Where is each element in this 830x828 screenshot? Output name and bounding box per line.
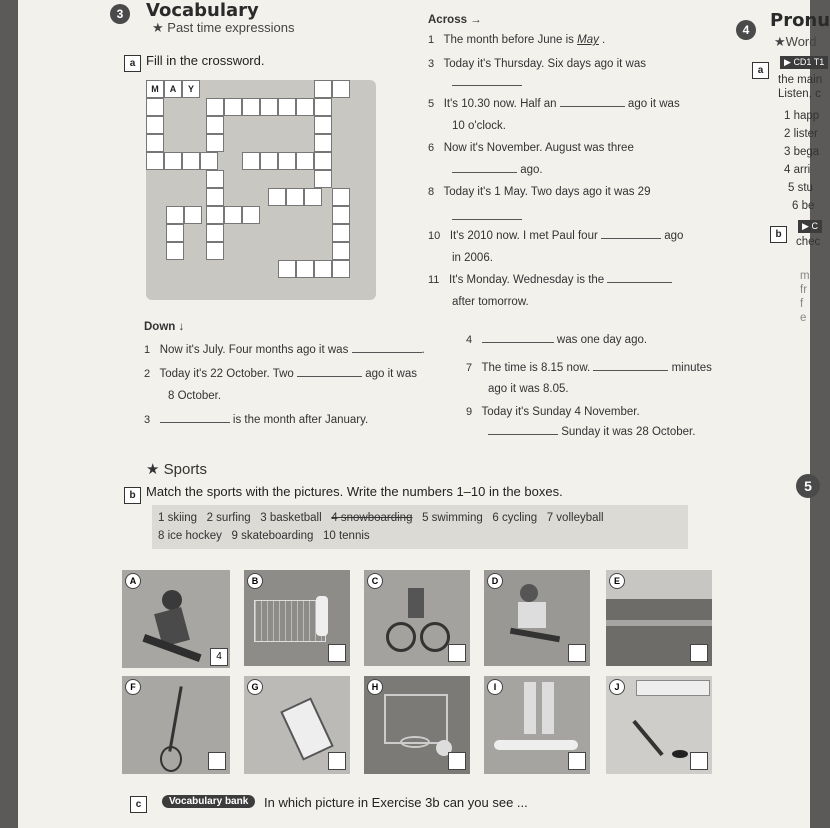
across-clue: 8 Today it's 1 May. Two days ago it was 29	[428, 186, 651, 198]
down-clue: 4 was one day ago.	[466, 334, 648, 346]
crossword-cell[interactable]	[166, 224, 184, 242]
crossword-cell[interactable]	[314, 152, 332, 170]
crossword-cell[interactable]	[206, 170, 224, 188]
play-icon: ▶	[802, 221, 809, 231]
across-clue-continued: 10 o'clock.	[452, 120, 506, 132]
section4-item: 5 stu	[788, 182, 813, 194]
crossword-cell[interactable]	[146, 116, 164, 134]
section-number: 3	[110, 4, 130, 24]
crossword-cell[interactable]	[224, 98, 242, 116]
section4-subheading: ★Word	[774, 34, 817, 49]
down-clue-continued: ago it was 8.05.	[488, 383, 569, 395]
crossword-cell[interactable]	[206, 134, 224, 152]
picture-label: A	[125, 573, 141, 589]
section4-fragment: f	[800, 298, 804, 310]
sports-words-line1: 1 skiing 2 surfing 3 basketball 4 snowboarding 5 swimming 6 cycling 7 volleyball	[158, 512, 604, 524]
crossword-cell[interactable]	[200, 152, 218, 170]
picture-label: D	[487, 573, 503, 589]
section4-part-b-text: chec	[796, 236, 821, 248]
part-a-letter: a	[124, 55, 141, 72]
answer-blank[interactable]	[160, 422, 230, 423]
sports-picture	[244, 570, 350, 666]
answer-blank[interactable]	[560, 106, 625, 107]
across-clue-continued: ago.	[452, 164, 543, 176]
sports-picture	[364, 676, 470, 774]
answer-box[interactable]	[208, 752, 226, 770]
answer-blank[interactable]	[593, 370, 668, 371]
section4-title: Pronu	[770, 10, 830, 31]
crossword-cell[interactable]	[268, 188, 286, 206]
answer-blank[interactable]	[482, 342, 554, 343]
section4-line: Listen, c	[778, 88, 821, 100]
picture-label: B	[247, 573, 263, 589]
crossword-cell[interactable]	[296, 152, 314, 170]
cd-track-label: ▶ CD1 T1	[780, 56, 828, 69]
across-label: Across →	[428, 14, 482, 26]
crossword-cell[interactable]	[224, 206, 242, 224]
answer-blank[interactable]	[452, 172, 517, 173]
crossword-cell[interactable]	[206, 98, 224, 116]
crossword-cell[interactable]	[314, 80, 332, 98]
sports-picture	[122, 676, 230, 774]
answer-box[interactable]: 4	[210, 648, 228, 666]
sports-picture	[606, 570, 712, 666]
answer-blank[interactable]	[352, 352, 422, 353]
answer-blank[interactable]	[452, 85, 522, 86]
down-clue: 9 Today it's Sunday 4 November.	[466, 406, 640, 418]
section4-line: the main	[778, 74, 823, 86]
crossword-cell[interactable]	[206, 206, 224, 224]
crossword-cell[interactable]	[332, 224, 350, 242]
answer-blank[interactable]	[607, 282, 672, 283]
answer-box[interactable]	[568, 644, 586, 662]
crossword-cell[interactable]	[304, 188, 322, 206]
answer-box[interactable]	[690, 752, 708, 770]
answer-box[interactable]	[568, 752, 586, 770]
crossword-cell[interactable]	[286, 188, 304, 206]
crossword-cell[interactable]	[278, 260, 296, 278]
section4-item: 2 lister	[784, 128, 818, 140]
down-clue-continued: 8 October.	[168, 390, 222, 402]
crossword-cell[interactable]	[332, 80, 350, 98]
crossword-cell[interactable]	[332, 260, 350, 278]
down-clue: 2 Today it's 22 October. Two ago it was	[144, 368, 418, 380]
crossword-cell[interactable]	[332, 188, 350, 206]
down-label: Down ↓	[144, 321, 185, 333]
crossword-cell[interactable]	[314, 260, 332, 278]
section4-part-a-letter: a	[752, 62, 769, 79]
crossword-cell[interactable]	[206, 242, 224, 260]
sports-picture	[244, 676, 350, 774]
sports-picture	[484, 570, 590, 666]
picture-label: E	[609, 573, 625, 589]
crossword-cell[interactable]	[206, 224, 224, 242]
sports-words-line2: 8 ice hockey 9 skateboarding 10 tennis	[158, 530, 370, 542]
across-clue-continued: after tomorrow.	[452, 296, 529, 308]
down-clue: 3 is the month after January.	[144, 414, 369, 426]
part-a-instruction: Fill in the crossword.	[146, 53, 265, 68]
picture-label: F	[125, 679, 141, 695]
crossword-cell[interactable]	[314, 134, 332, 152]
section4-fragment: m	[800, 270, 810, 282]
sports-picture	[122, 570, 230, 668]
sports-picture	[606, 676, 712, 774]
vocabulary-bank-badge: Vocabulary bank	[162, 795, 255, 808]
workbook-page	[18, 0, 830, 828]
sports-picture	[364, 570, 470, 666]
part-b-instruction: Match the sports with the pictures. Write the numbers 1–10 in the boxes.	[146, 484, 563, 499]
crossword-cell[interactable]	[314, 116, 332, 134]
picture-label: G	[247, 679, 263, 695]
star-icon: ★	[152, 20, 164, 35]
crossword-cell[interactable]	[296, 98, 314, 116]
crossword-cell[interactable]	[182, 152, 200, 170]
section4-fragment: e	[800, 312, 807, 324]
across-clue: 10 It's 2010 now. I met Paul four ago	[428, 230, 684, 242]
crossword-cell[interactable]	[278, 98, 296, 116]
crossword-cell[interactable]	[242, 152, 260, 170]
across-clue: 3 Today it's Thursday. Six days ago it was	[428, 58, 646, 70]
across-clue: 11 It's Monday. Wednesday is the	[428, 274, 672, 286]
across-clue: 6 Now it's November. August was three	[428, 142, 634, 154]
crossword-cell[interactable]	[146, 134, 164, 152]
picture-label: C	[367, 573, 383, 589]
sports-heading: ★ Sports	[146, 461, 207, 478]
crossword-cell[interactable]	[260, 152, 278, 170]
down-clue: 1 Now it's July. Four months ago it was .	[144, 344, 425, 356]
section4-item: 4 arri	[784, 164, 811, 176]
answer-box[interactable]	[448, 644, 466, 662]
star-icon: ★	[146, 461, 160, 478]
section4-item: 3 bega	[784, 146, 820, 158]
crossword-cell[interactable]	[146, 98, 164, 116]
crossword-cell[interactable]	[206, 116, 224, 134]
sports-picture	[484, 676, 590, 774]
section4-item: 1 happ	[784, 110, 820, 122]
part-b-letter: b	[124, 487, 141, 504]
part-c-instruction: In which picture in Exercise 3b can you see ...	[264, 795, 528, 810]
crossword-cell[interactable]	[260, 98, 278, 116]
answer-box[interactable]	[328, 752, 346, 770]
crossword-cell[interactable]	[332, 242, 350, 260]
section4-item: 6 be	[792, 200, 815, 212]
answer-blank[interactable]	[488, 434, 558, 435]
picture-label: H	[367, 679, 383, 695]
crossword-cell[interactable]	[206, 188, 224, 206]
crossword-cell[interactable]	[296, 260, 314, 278]
answer-box[interactable]	[690, 644, 708, 662]
play-icon: ▶	[784, 57, 791, 67]
crossword-cell[interactable]	[332, 206, 350, 224]
crossword-cell[interactable]: M	[146, 80, 164, 98]
section4-play-label: ▶ C	[798, 220, 822, 233]
section4-part-b-letter: b	[770, 226, 787, 243]
across-clue: 5 It's 10.30 now. Half an ago it was	[428, 98, 680, 110]
crossword-cell[interactable]	[164, 152, 182, 170]
part-c-letter: c	[130, 796, 147, 813]
subheading-past-time: ★ Past time expressions	[152, 20, 295, 35]
answer-box[interactable]	[448, 752, 466, 770]
crossword-cell[interactable]	[184, 206, 202, 224]
down-clue-continued: Sunday it was 28 October.	[488, 426, 695, 438]
down-clue: 7 The time is 8.15 now. minutes	[466, 362, 712, 374]
section5-number: 5	[796, 474, 820, 498]
crossword-cell[interactable]: Y	[182, 80, 200, 98]
crossword-cell[interactable]	[314, 170, 332, 188]
picture-label: I	[487, 679, 503, 695]
across-clue: 1 The month before June is May .	[428, 34, 606, 46]
section4-fragment: fr	[800, 284, 808, 296]
crossword-cell[interactable]	[314, 98, 332, 116]
crossword-cell[interactable]	[242, 98, 260, 116]
crossword-cell[interactable]	[146, 152, 164, 170]
picture-label: J	[609, 679, 625, 695]
crossword-cell[interactable]	[242, 206, 260, 224]
answer-blank[interactable]	[601, 238, 661, 239]
sports-word-box	[152, 505, 688, 549]
across-clue-continued: in 2006.	[452, 252, 493, 264]
crossword-grid	[146, 80, 386, 310]
answer-box[interactable]	[328, 644, 346, 662]
answer-blank[interactable]	[297, 376, 362, 377]
section-title: Vocabulary	[146, 0, 259, 21]
section4-number: 4	[736, 20, 756, 40]
crossword-cell[interactable]	[278, 152, 296, 170]
crossword-cell[interactable]	[166, 242, 184, 260]
crossword-cell[interactable]	[166, 206, 184, 224]
answer-blank[interactable]	[452, 219, 522, 220]
crossword-cell[interactable]: A	[164, 80, 182, 98]
star-icon: ★	[774, 34, 786, 49]
